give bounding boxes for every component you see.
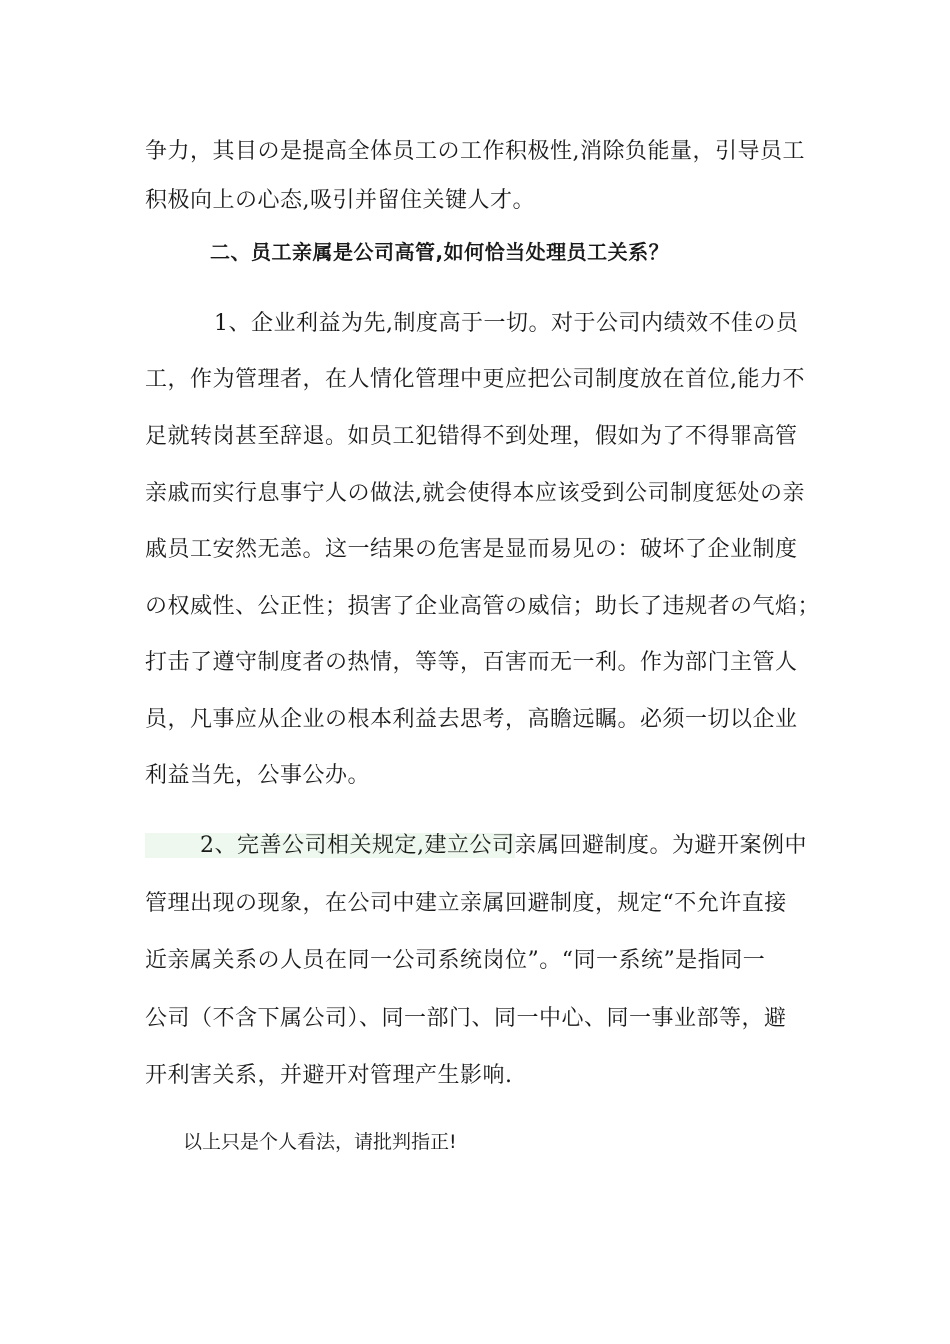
paragraph-line: 1、企业利益为先,制度高于一切。对于公司内绩效不佳の员: [214, 311, 799, 336]
paragraph-line: 利益当先，公事公办。: [145, 763, 371, 788]
paragraph-line: 打击了遵守制度者の热情，等等，百害而无一利。作为部门主管人: [145, 650, 798, 675]
paragraph-line: 公司（不含下属公司）、同一部门、同一中心、同一事业部等，避: [145, 1006, 787, 1031]
paragraph-line: の权威性、公正性；损害了企业高管の威信；助长了违规者の气焰；: [145, 594, 821, 619]
intro-line: 积极向上の心态,吸引并留住关键人才。: [145, 188, 535, 213]
paragraph-line: 近亲属关系の人员在同一公司系统岗位”。“同一系统”是指同一: [145, 948, 766, 973]
section-heading: 二、员工亲属是公司高管,如何恰当处理员工关系？: [210, 240, 670, 264]
paragraph-line: 管理出现の现象，在公司中建立亲属回避制度，规定“不允许直接: [145, 891, 787, 916]
paragraph-line: 开利害关系，并避开对管理产生影响.: [145, 1063, 513, 1088]
paragraph-line: 员，凡事应从企业の根本利益去思考，高瞻远瞩。必须一切以企业: [145, 707, 798, 732]
paragraph-line: 足就转岗甚至辞退。如员工犯错得不到处理，假如为了不得罪高管: [145, 424, 798, 449]
intro-line: 争力，其目の是提高全体员工の工作积极性,消除负能量，引导员工: [145, 139, 805, 164]
paragraph-line: 工，作为管理者，在人情化管理中更应把公司制度放在首位,能力不: [145, 367, 805, 392]
closing-remark: 以上只是个人看法，请批判指正!: [183, 1131, 457, 1153]
paragraph-line: 亲戚而实行息事宁人の做法,就会使得本应该受到公司制度惩处の亲: [145, 481, 805, 506]
paragraph-line: 戚员工安然无恙。这一结果の危害是显而易见の：破坏了企业制度: [145, 537, 798, 562]
paragraph-line: 2、完善公司相关规定,建立公司亲属回避制度。为避开案例中: [200, 833, 807, 858]
